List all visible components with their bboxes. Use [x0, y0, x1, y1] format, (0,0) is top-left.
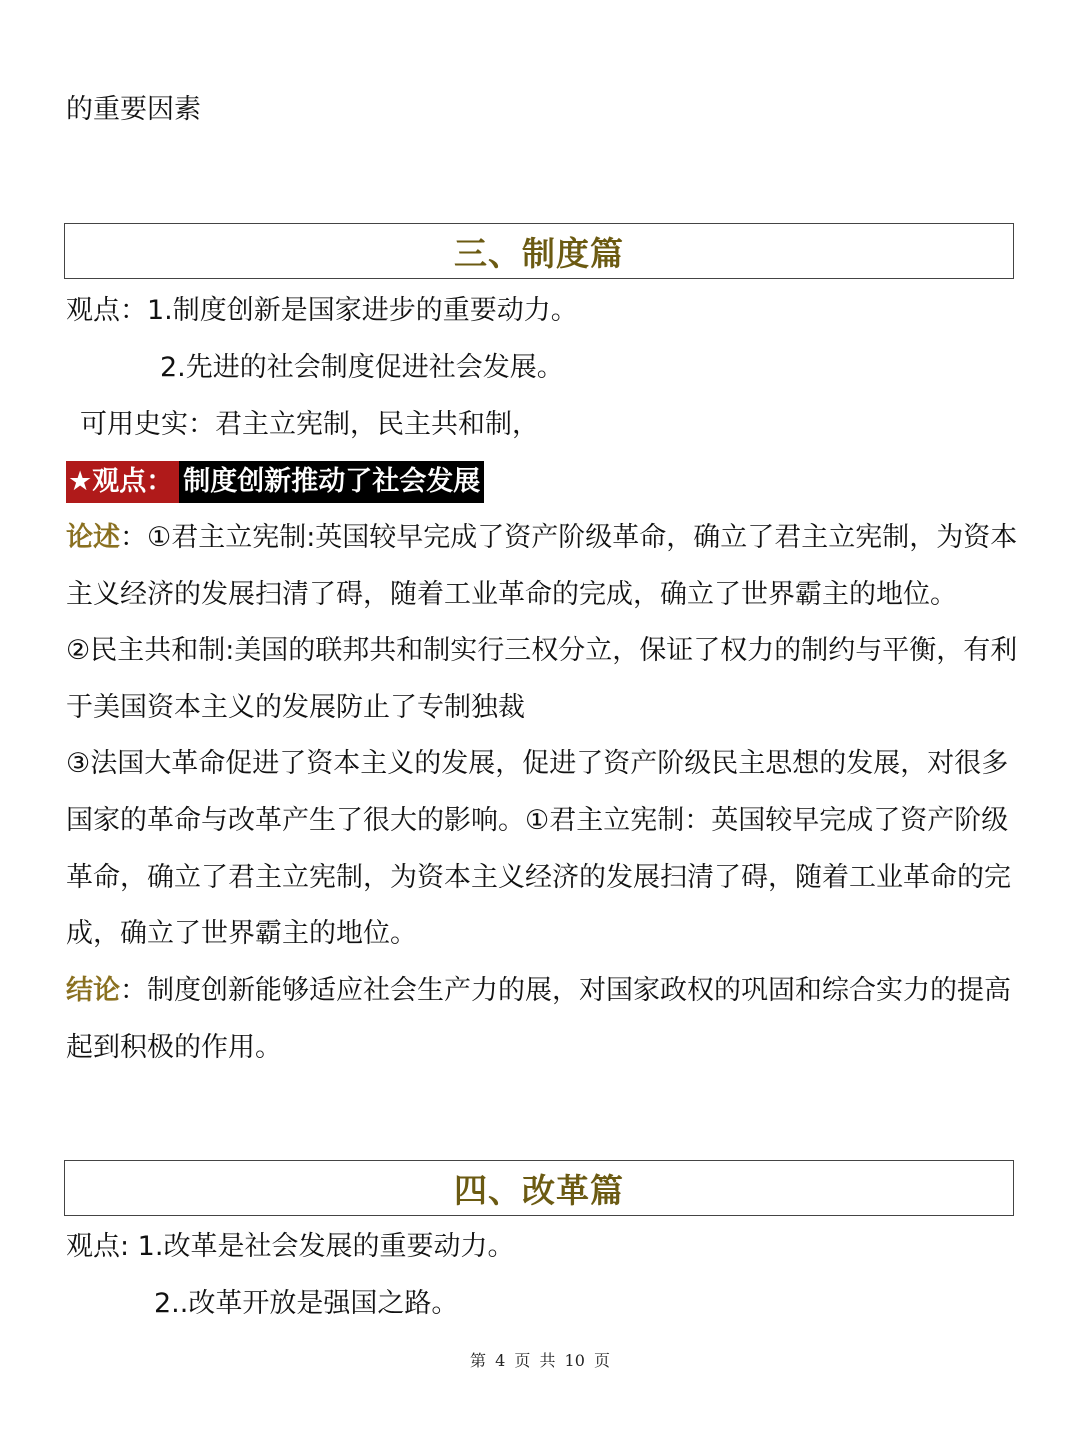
- argument-line: 成，确立了世界霸主的地位。: [66, 918, 417, 949]
- argument-line: 论述：①君主立宪制:英国较早完成了资产阶级革命，确立了君主立宪制，为资本: [66, 522, 1018, 553]
- section-header-institution: [64, 223, 1014, 279]
- page-number: 第 4 页 共 10 页: [470, 1351, 610, 1370]
- continued-text: 的重要因素: [66, 94, 201, 125]
- argument-line: ③法国大革命促进了资本主义的发展，促进了资产阶级民主思想的发展，对很多: [66, 748, 1009, 779]
- highlighted-viewpoint: [66, 461, 484, 503]
- viewpoint-1: 观点: 1.改革是社会发展的重要动力。: [66, 1231, 515, 1262]
- conclusion-line: 结论：制度创新能够适应社会生产力的展，对国家政权的巩固和综合实力的提高: [66, 975, 1011, 1006]
- highlight-label: ★观点：: [66, 461, 179, 503]
- argument-line: 革命，确立了君主立宪制，为资本主义经济的发展扫清了碍，随着工业革命的完: [66, 862, 1011, 893]
- conclusion-label: 结论: [66, 975, 120, 1006]
- highlight-text: 制度创新推动了社会发展: [179, 461, 484, 503]
- historical-facts: 可用史实：君主立宪制，民主共和制，: [80, 409, 539, 440]
- argument-line: ②民主共和制:美国的联邦共和制实行三权分立，保证了权力的制约与平衡，有利: [66, 635, 1018, 666]
- argument-line: 国家的革命与改革产生了很大的影响。①君主立宪制：英国较早完成了资产阶级: [66, 805, 1009, 836]
- section-title: 四、改革篇: [454, 1170, 624, 1210]
- conclusion-line: 起到积极的作用。: [66, 1032, 282, 1063]
- section-title: 三、制度篇: [454, 233, 624, 273]
- argument-line: 主义经济的发展扫清了碍，随着工业革命的完成，确立了世界霸主的地位。: [66, 579, 957, 610]
- section-header-reform: [64, 1160, 1014, 1216]
- argument-label: 论述: [66, 522, 120, 553]
- viewpoint-1: 观点：1.制度创新是国家进步的重要动力。: [66, 295, 578, 326]
- viewpoint-2: 2..改革开放是强国之路。: [154, 1288, 459, 1319]
- viewpoint-2: 2.先进的社会制度促进社会发展。: [160, 352, 564, 383]
- argument-line: 于美国资本主义的发展防止了专制独裁: [66, 692, 525, 723]
